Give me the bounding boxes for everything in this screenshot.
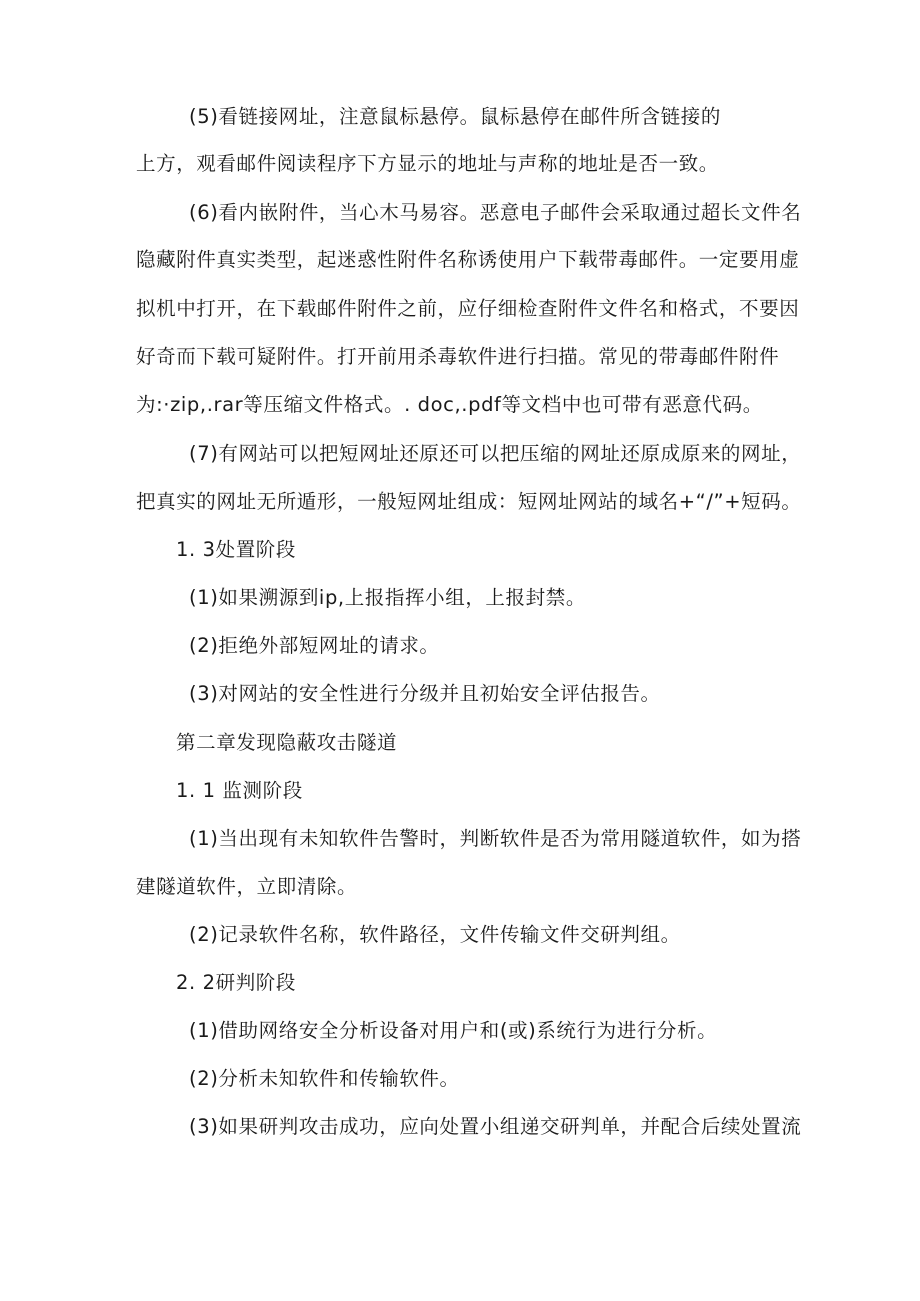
paragraph-5-line-2: 上方，观看邮件阅读程序下方显示的地址与声称的地址是否一致。 (136, 152, 719, 175)
paragraph-7-line-2: 把真实的网址无所遁形，一般短网址组成：短网址网站的域名+“/”+短码。 (136, 490, 802, 513)
section-heading-1-1: 1. 1 监测阶段 (176, 779, 303, 802)
section-heading-1-3: 1. 3处置阶段 (176, 538, 297, 561)
paragraph-6-line-1: (6)看内嵌附件，当心木马易容。恶意电子邮件会采取通过超长文件名 (189, 201, 802, 224)
analysis-item-3: (3)如果研判攻击成功，应向处置小组递交研判单，并配合后续处置流 (189, 1115, 802, 1138)
analysis-item-2: (2)分析未知软件和传输软件。 (189, 1067, 460, 1090)
analysis-item-1: (1)借助网络安全分析设备对用户和(或)系统行为进行分析。 (189, 1019, 718, 1042)
list-item-3: (3)对网站的安全性进行分级并且初始安全评估报告。 (189, 682, 661, 705)
monitor-item-2: (2)记录软件名称，软件路径，文件传输文件交研判组。 (189, 923, 681, 946)
paragraph-6-line-3: 拟机中打开，在下载邮件附件之前，应仔细检查附件文件名和格式，不要因 (136, 297, 800, 320)
paragraph-6-line-4: 好奇而下载可疑附件。打开前用杀毒软件进行扫描。常见的带毒邮件附件 (136, 345, 780, 368)
list-item-1: (1)如果溯源到ip,上报指挥小组，上报封禁。 (189, 586, 586, 609)
paragraph-6-line-5: 为:·zip,.rar等压缩文件格式。. doc,.pdf等文档中也可带有恶意代码。 (136, 393, 763, 416)
section-heading-2-2: 2. 2研判阶段 (176, 971, 297, 994)
chapter-heading: 第二章发现隐蔽攻击隧道 (176, 731, 398, 754)
list-item-2: (2)拒绝外部短网址的请求。 (189, 634, 440, 657)
monitor-item-1-line-1: (1)当出现有未知软件告警时，判断软件是否为常用隧道软件，如为搭 (189, 827, 802, 850)
monitor-item-1-line-2: 建隧道软件，立即清除。 (136, 875, 358, 898)
paragraph-6-line-2: 隐藏附件真实类型，起迷惑性附件名称诱使用户下载带毒邮件。一定要用虚 (136, 248, 800, 271)
paragraph-7-line-1: (7)有网站可以把短网址还原还可以把压缩的网址还原成原来的网址， (189, 442, 802, 465)
paragraph-5-line-1: (5)看链接网址，注意鼠标悬停。鼠标悬停在邮件所含链接的 (189, 105, 721, 128)
